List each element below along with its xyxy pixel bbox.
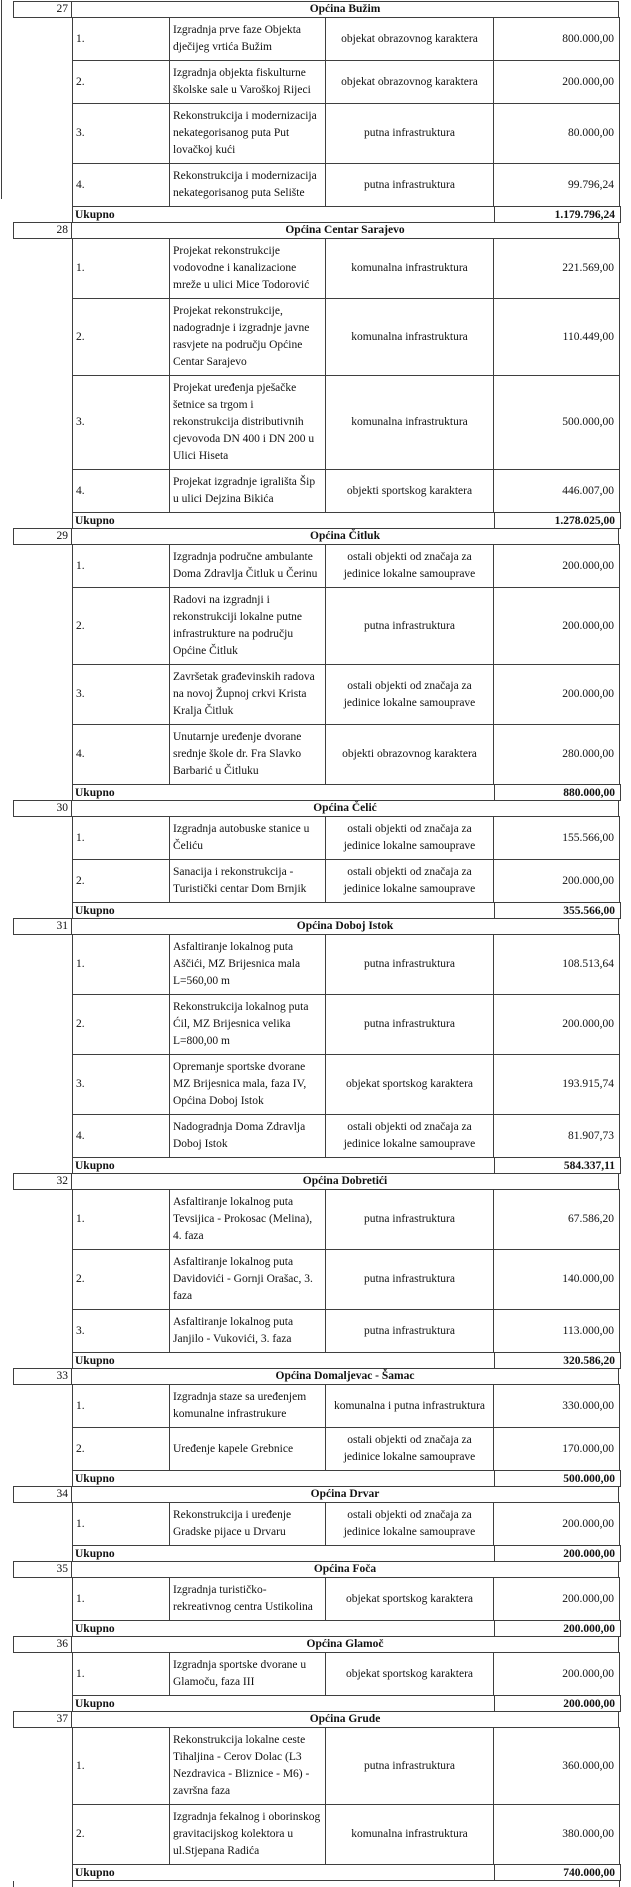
- municipality-section: [0, 1368, 631, 1487]
- project-row: [72, 103, 631, 164]
- project-amount: 200.000,00: [493, 544, 620, 588]
- project-ordinal: 3.: [72, 375, 170, 470]
- municipality-section: [0, 918, 631, 1174]
- project-amount: 200.000,00: [493, 1652, 620, 1696]
- project-ordinal: 4.: [72, 1114, 170, 1158]
- next-section-border-stub: [619, 1881, 620, 1887]
- total-label: Ukupno: [72, 902, 495, 919]
- municipality-header-row: [13, 1711, 631, 1728]
- project-category: putna infrastruktura: [325, 1727, 494, 1805]
- project-category: putna infrastruktura: [325, 994, 494, 1055]
- project-category: komunalna infrastruktura: [325, 1804, 494, 1865]
- project-description: Radovi na izgradnji i rekonstrukciji lokalne putne infrastrukture na području Općine Čitluk: [169, 587, 326, 665]
- project-description: Rekonstrukcija i uređenje Gradske pijace u Drvaru: [169, 1502, 326, 1546]
- project-category: ostali objekti od značaja za jedinice lokalne samouprave: [325, 1502, 494, 1546]
- project-description: Projekat izgradnje igrališta Šip u ulici Dejzina Bikića: [169, 469, 326, 513]
- municipality-name: Općina Bužim: [71, 1, 619, 18]
- total-label: Ukupno: [72, 1545, 495, 1562]
- project-ordinal: 1.: [72, 1577, 170, 1621]
- municipality-number: 33: [13, 1368, 72, 1385]
- project-ordinal: 1.: [72, 816, 170, 860]
- project-category: objekat sportskog karaktera: [325, 1054, 494, 1115]
- municipality-number: 36: [13, 1636, 72, 1653]
- municipality-number: 30: [13, 800, 72, 817]
- project-description: Izgradnja područne ambulante Doma Zdravlja Čitluk u Čerinu: [169, 544, 326, 588]
- project-ordinal: 1.: [72, 17, 170, 61]
- municipality-header-row: [13, 1636, 631, 1653]
- project-description: Opremanje sportske dvorane MZ Brijesnica mala, faza IV, Općina Doboj Istok: [169, 1054, 326, 1115]
- project-description: Izgradnja sportske dvorane u Glamoču, faza III: [169, 1652, 326, 1696]
- project-description: Projekat uređenja pješačke šetnice sa trgom i rekonstrukcija distributivnih cjevovoda DN 400 i DN 200 u Ulici Hiseta: [169, 375, 326, 470]
- project-description: Rekonstrukcija i modernizacija nekategorisanog puta Put lovačkoj kući: [169, 103, 326, 164]
- project-row: [72, 1577, 631, 1621]
- project-ordinal: 3.: [72, 664, 170, 725]
- municipality-section: [0, 1173, 631, 1369]
- municipality-section: [0, 1711, 631, 1881]
- municipality-name: Općina Čelić: [71, 800, 619, 817]
- next-section-border-stub: [13, 1881, 14, 1887]
- project-row: [72, 1249, 631, 1310]
- total-row: [72, 1545, 631, 1562]
- total-amount: 200.000,00: [494, 1545, 621, 1562]
- project-description: Izgradnja autobuske stanice u Čeliću: [169, 816, 326, 860]
- municipality-number: 29: [13, 528, 72, 545]
- project-ordinal: 2.: [72, 1427, 170, 1471]
- project-amount: 200.000,00: [493, 587, 620, 665]
- project-category: putna infrastruktura: [325, 1309, 494, 1353]
- project-row: [72, 469, 631, 513]
- project-ordinal: 3.: [72, 1054, 170, 1115]
- project-ordinal: 1.: [72, 544, 170, 588]
- project-row: [72, 664, 631, 725]
- project-row: [72, 724, 631, 785]
- project-row: [72, 1189, 631, 1250]
- project-category: putna infrastruktura: [325, 163, 494, 207]
- project-row: [72, 1652, 631, 1696]
- project-amount: 67.586,20: [493, 1189, 620, 1250]
- project-amount: 200.000,00: [493, 1577, 620, 1621]
- project-description: Izgradnja prve faze Objekta dječijeg vrtića Bužim: [169, 17, 326, 61]
- municipality-name: Općina Glamoč: [71, 1636, 619, 1653]
- project-row: [72, 163, 631, 207]
- municipality-header-row: [13, 1173, 631, 1190]
- project-row: [72, 587, 631, 665]
- project-description: Unutarnje uređenje dvorane srednje škole dr. Fra Slavko Barbarić u Čitluku: [169, 724, 326, 785]
- total-row: [72, 784, 631, 801]
- project-row: [72, 859, 631, 903]
- project-description: Projekat rekonstrukcije, nadogradnje i izgradnje javne rasvjete na području Općine Centar Sarajevo: [169, 298, 326, 376]
- project-amount: 446.007,00: [493, 469, 620, 513]
- total-amount: 200.000,00: [494, 1695, 621, 1712]
- project-ordinal: 1.: [72, 238, 170, 299]
- project-category: ostali objekti od značaja za jedinice lokalne samouprave: [325, 1114, 494, 1158]
- project-ordinal: 2.: [72, 859, 170, 903]
- project-amount: 200.000,00: [493, 1502, 620, 1546]
- project-description: Završetak građevinskih radova na novoj Župnoj crkvi Krista Kralja Čitluk: [169, 664, 326, 725]
- total-amount: 1.179.796,24: [494, 206, 621, 223]
- project-category: objekat sportskog karaktera: [325, 1652, 494, 1696]
- municipality-header-row: [13, 1561, 631, 1578]
- project-description: Rekonstrukcija lokalnog puta Ćil, MZ Brijesnica velika L=800,00 m: [169, 994, 326, 1055]
- project-category: putna infrastruktura: [325, 934, 494, 995]
- project-row: [72, 1309, 631, 1353]
- project-row: [72, 17, 631, 61]
- municipality-header-row: [13, 222, 631, 239]
- municipality-name: Općina Dobretići: [71, 1173, 619, 1190]
- total-amount: 880.000,00: [494, 784, 621, 801]
- project-category: putna infrastruktura: [325, 1189, 494, 1250]
- total-row: [72, 1864, 631, 1881]
- project-amount: 108.513,64: [493, 934, 620, 995]
- project-row: [72, 60, 631, 104]
- next-section-border-stub: [72, 1881, 73, 1887]
- project-amount: 200.000,00: [493, 664, 620, 725]
- total-row: [72, 206, 631, 223]
- project-ordinal: 2.: [72, 1249, 170, 1310]
- project-category: ostali objekti od značaja za jedinice lokalne samouprave: [325, 816, 494, 860]
- project-amount: 81.907,73: [493, 1114, 620, 1158]
- project-ordinal: 3.: [72, 1309, 170, 1353]
- project-amount: 155.566,00: [493, 816, 620, 860]
- project-ordinal: 1.: [72, 1384, 170, 1428]
- project-row: [72, 1502, 631, 1546]
- municipality-header-row: [13, 528, 631, 545]
- project-amount: 330.000,00: [493, 1384, 620, 1428]
- total-label: Ukupno: [72, 784, 495, 801]
- total-label: Ukupno: [72, 1352, 495, 1369]
- total-row: [72, 1470, 631, 1487]
- municipality-header-row: [13, 1, 631, 18]
- project-amount: 200.000,00: [493, 994, 620, 1055]
- project-ordinal: 1.: [72, 1189, 170, 1250]
- municipality-number: 31: [13, 918, 72, 935]
- municipality-name: Općina Foča: [71, 1561, 619, 1578]
- project-description: Projekat rekonstrukcije vodovodne i kanalizacione mreže u ulici Mice Todorović: [169, 238, 326, 299]
- project-ordinal: 2.: [72, 994, 170, 1055]
- project-amount: 280.000,00: [493, 724, 620, 785]
- project-amount: 193.915,74: [493, 1054, 620, 1115]
- project-description: Asfaltiranje lokalnog puta Davidovići - Gornji Orašac, 3. faza: [169, 1249, 326, 1310]
- municipality-number: 37: [13, 1711, 72, 1728]
- project-row: [72, 1114, 631, 1158]
- project-ordinal: 2.: [72, 587, 170, 665]
- total-amount: 500.000,00: [494, 1470, 621, 1487]
- project-ordinal: 4.: [72, 469, 170, 513]
- project-category: ostali objekti od značaja za jedinice lokalne samouprave: [325, 544, 494, 588]
- project-row: [72, 1727, 631, 1805]
- project-category: objekti obrazovnog karaktera: [325, 724, 494, 785]
- project-category: putna infrastruktura: [325, 1249, 494, 1310]
- municipality-name: Općina Grude: [71, 1711, 619, 1728]
- total-label: Ukupno: [72, 512, 495, 529]
- project-description: Rekonstrukcija i modernizacija nekategorisanog puta Selište: [169, 163, 326, 207]
- municipality-number: 28: [13, 222, 72, 239]
- total-amount: 1.278.025,00: [494, 512, 621, 529]
- project-description: Sanacija i rekonstrukcija - Turistički centar Dom Brnjik: [169, 859, 326, 903]
- project-row: [72, 238, 631, 299]
- project-description: Izgradnja objekta fiskulturne školske sale u Varoškoj Rijeci: [169, 60, 326, 104]
- total-row: [72, 902, 631, 919]
- project-description: Asfaltiranje lokalnog puta Aščići, MZ Brijesnica mala L=560,00 m: [169, 934, 326, 995]
- project-ordinal: 1.: [72, 1652, 170, 1696]
- project-amount: 110.449,00: [493, 298, 620, 376]
- total-label: Ukupno: [72, 1157, 495, 1174]
- project-category: komunalna i putna infrastruktura: [325, 1384, 494, 1428]
- municipality-section: [0, 1561, 631, 1637]
- project-description: Rekonstrukcija lokalne ceste Tihaljina - Cerov Dolac (L3 Nezdravica - Bliznice - M6) - završna faza: [169, 1727, 326, 1805]
- project-ordinal: 1.: [72, 1727, 170, 1805]
- project-description: Izgradnja staze sa uređenjem komunalne infrastrukure: [169, 1384, 326, 1428]
- total-row: [72, 1352, 631, 1369]
- municipality-name: Općina Centar Sarajevo: [71, 222, 619, 239]
- project-category: objekat obrazovnog karaktera: [325, 17, 494, 61]
- project-amount: 200.000,00: [493, 60, 620, 104]
- project-amount: 800.000,00: [493, 17, 620, 61]
- municipality-header-row: [13, 918, 631, 935]
- project-ordinal: 1.: [72, 1502, 170, 1546]
- project-amount: 500.000,00: [493, 375, 620, 470]
- project-category: komunalna infrastruktura: [325, 375, 494, 470]
- municipality-number: 27: [13, 1, 72, 18]
- municipality-section: [0, 1486, 631, 1562]
- municipality-name: Općina Doboj Istok: [71, 918, 619, 935]
- municipality-number: 35: [13, 1561, 72, 1578]
- project-category: komunalna infrastruktura: [325, 238, 494, 299]
- municipality-number: 34: [13, 1486, 72, 1503]
- project-ordinal: 2.: [72, 298, 170, 376]
- project-category: objekat obrazovnog karaktera: [325, 60, 494, 104]
- project-row: [72, 934, 631, 995]
- project-amount: 200.000,00: [493, 859, 620, 903]
- project-category: putna infrastruktura: [325, 103, 494, 164]
- municipality-header-row: [13, 800, 631, 817]
- municipality-number: 32: [13, 1173, 72, 1190]
- project-ordinal: 3.: [72, 103, 170, 164]
- municipality-section: [0, 1636, 631, 1712]
- project-amount: 380.000,00: [493, 1804, 620, 1865]
- project-row: [72, 994, 631, 1055]
- project-description: Uređenje kapele Grebnice: [169, 1427, 326, 1471]
- project-row: [72, 1427, 631, 1471]
- total-amount: 584.337,11: [494, 1157, 621, 1174]
- project-category: ostali objekti od značaja za jedinice lokalne samouprave: [325, 859, 494, 903]
- project-row: [72, 1384, 631, 1428]
- total-label: Ukupno: [72, 1470, 495, 1487]
- municipal-projects-table: [0, 2, 631, 1887]
- municipality-name: Općina Drvar: [71, 1486, 619, 1503]
- total-amount: 320.586,20: [494, 1352, 621, 1369]
- total-amount: 200.000,00: [494, 1620, 621, 1637]
- project-ordinal: 2.: [72, 60, 170, 104]
- project-amount: 99.796,24: [493, 163, 620, 207]
- project-amount: 80.000,00: [493, 103, 620, 164]
- project-ordinal: 2.: [72, 1804, 170, 1865]
- total-row: [72, 1620, 631, 1637]
- project-category: objekat sportskog karaktera: [325, 1577, 494, 1621]
- project-ordinal: 4.: [72, 724, 170, 785]
- project-category: putna infrastruktura: [325, 587, 494, 665]
- project-category: ostali objekti od značaja za jedinice lokalne samouprave: [325, 664, 494, 725]
- project-amount: 140.000,00: [493, 1249, 620, 1310]
- total-label: Ukupno: [72, 206, 495, 223]
- total-row: [72, 1157, 631, 1174]
- project-description: Nadogradnja Doma Zdravlja Doboj Istok: [169, 1114, 326, 1158]
- project-description: Asfaltiranje lokalnog puta Tevsijica - Prokosac (Melina), 4. faza: [169, 1189, 326, 1250]
- project-row: [72, 375, 631, 470]
- project-amount: 113.000,00: [493, 1309, 620, 1353]
- total-amount: 355.566,00: [494, 902, 621, 919]
- project-description: Asfaltiranje lokalnog puta Janjilo - Vukovići, 3. faza: [169, 1309, 326, 1353]
- project-row: [72, 816, 631, 860]
- municipality-name: Općina Čitluk: [71, 528, 619, 545]
- total-label: Ukupno: [72, 1864, 495, 1881]
- project-row: [72, 1054, 631, 1115]
- project-amount: 170.000,00: [493, 1427, 620, 1471]
- project-ordinal: 4.: [72, 163, 170, 207]
- project-ordinal: 1.: [72, 934, 170, 995]
- total-row: [72, 512, 631, 529]
- next-section-partial-row: [13, 1881, 631, 1887]
- project-row: [72, 544, 631, 588]
- project-row: [72, 1804, 631, 1865]
- project-row: [72, 298, 631, 376]
- municipality-section: [0, 800, 631, 919]
- total-row: [72, 1695, 631, 1712]
- project-description: Izgradnja turističko-rekreativnog centra Ustikolina: [169, 1577, 326, 1621]
- municipality-section: [0, 528, 631, 801]
- total-label: Ukupno: [72, 1620, 495, 1637]
- total-label: Ukupno: [72, 1695, 495, 1712]
- municipality-header-row: [13, 1486, 631, 1503]
- municipality-section: [0, 222, 631, 529]
- project-category: objekti sportskog karaktera: [325, 469, 494, 513]
- municipality-section: [0, 1, 631, 223]
- project-category: komunalna infrastruktura: [325, 298, 494, 376]
- project-amount: 221.569,00: [493, 238, 620, 299]
- project-category: ostali objekti od značaja za jedinice lokalne samouprave: [325, 1427, 494, 1471]
- project-amount: 360.000,00: [493, 1727, 620, 1805]
- project-description: Izgradnja fekalnog i oborinskog gravitacijskog kolektora u ul.Stjepana Radića: [169, 1804, 326, 1865]
- total-amount: 740.000,00: [494, 1864, 621, 1881]
- municipality-header-row: [13, 1368, 631, 1385]
- municipality-name: Općina Domaljevac - Šamac: [71, 1368, 619, 1385]
